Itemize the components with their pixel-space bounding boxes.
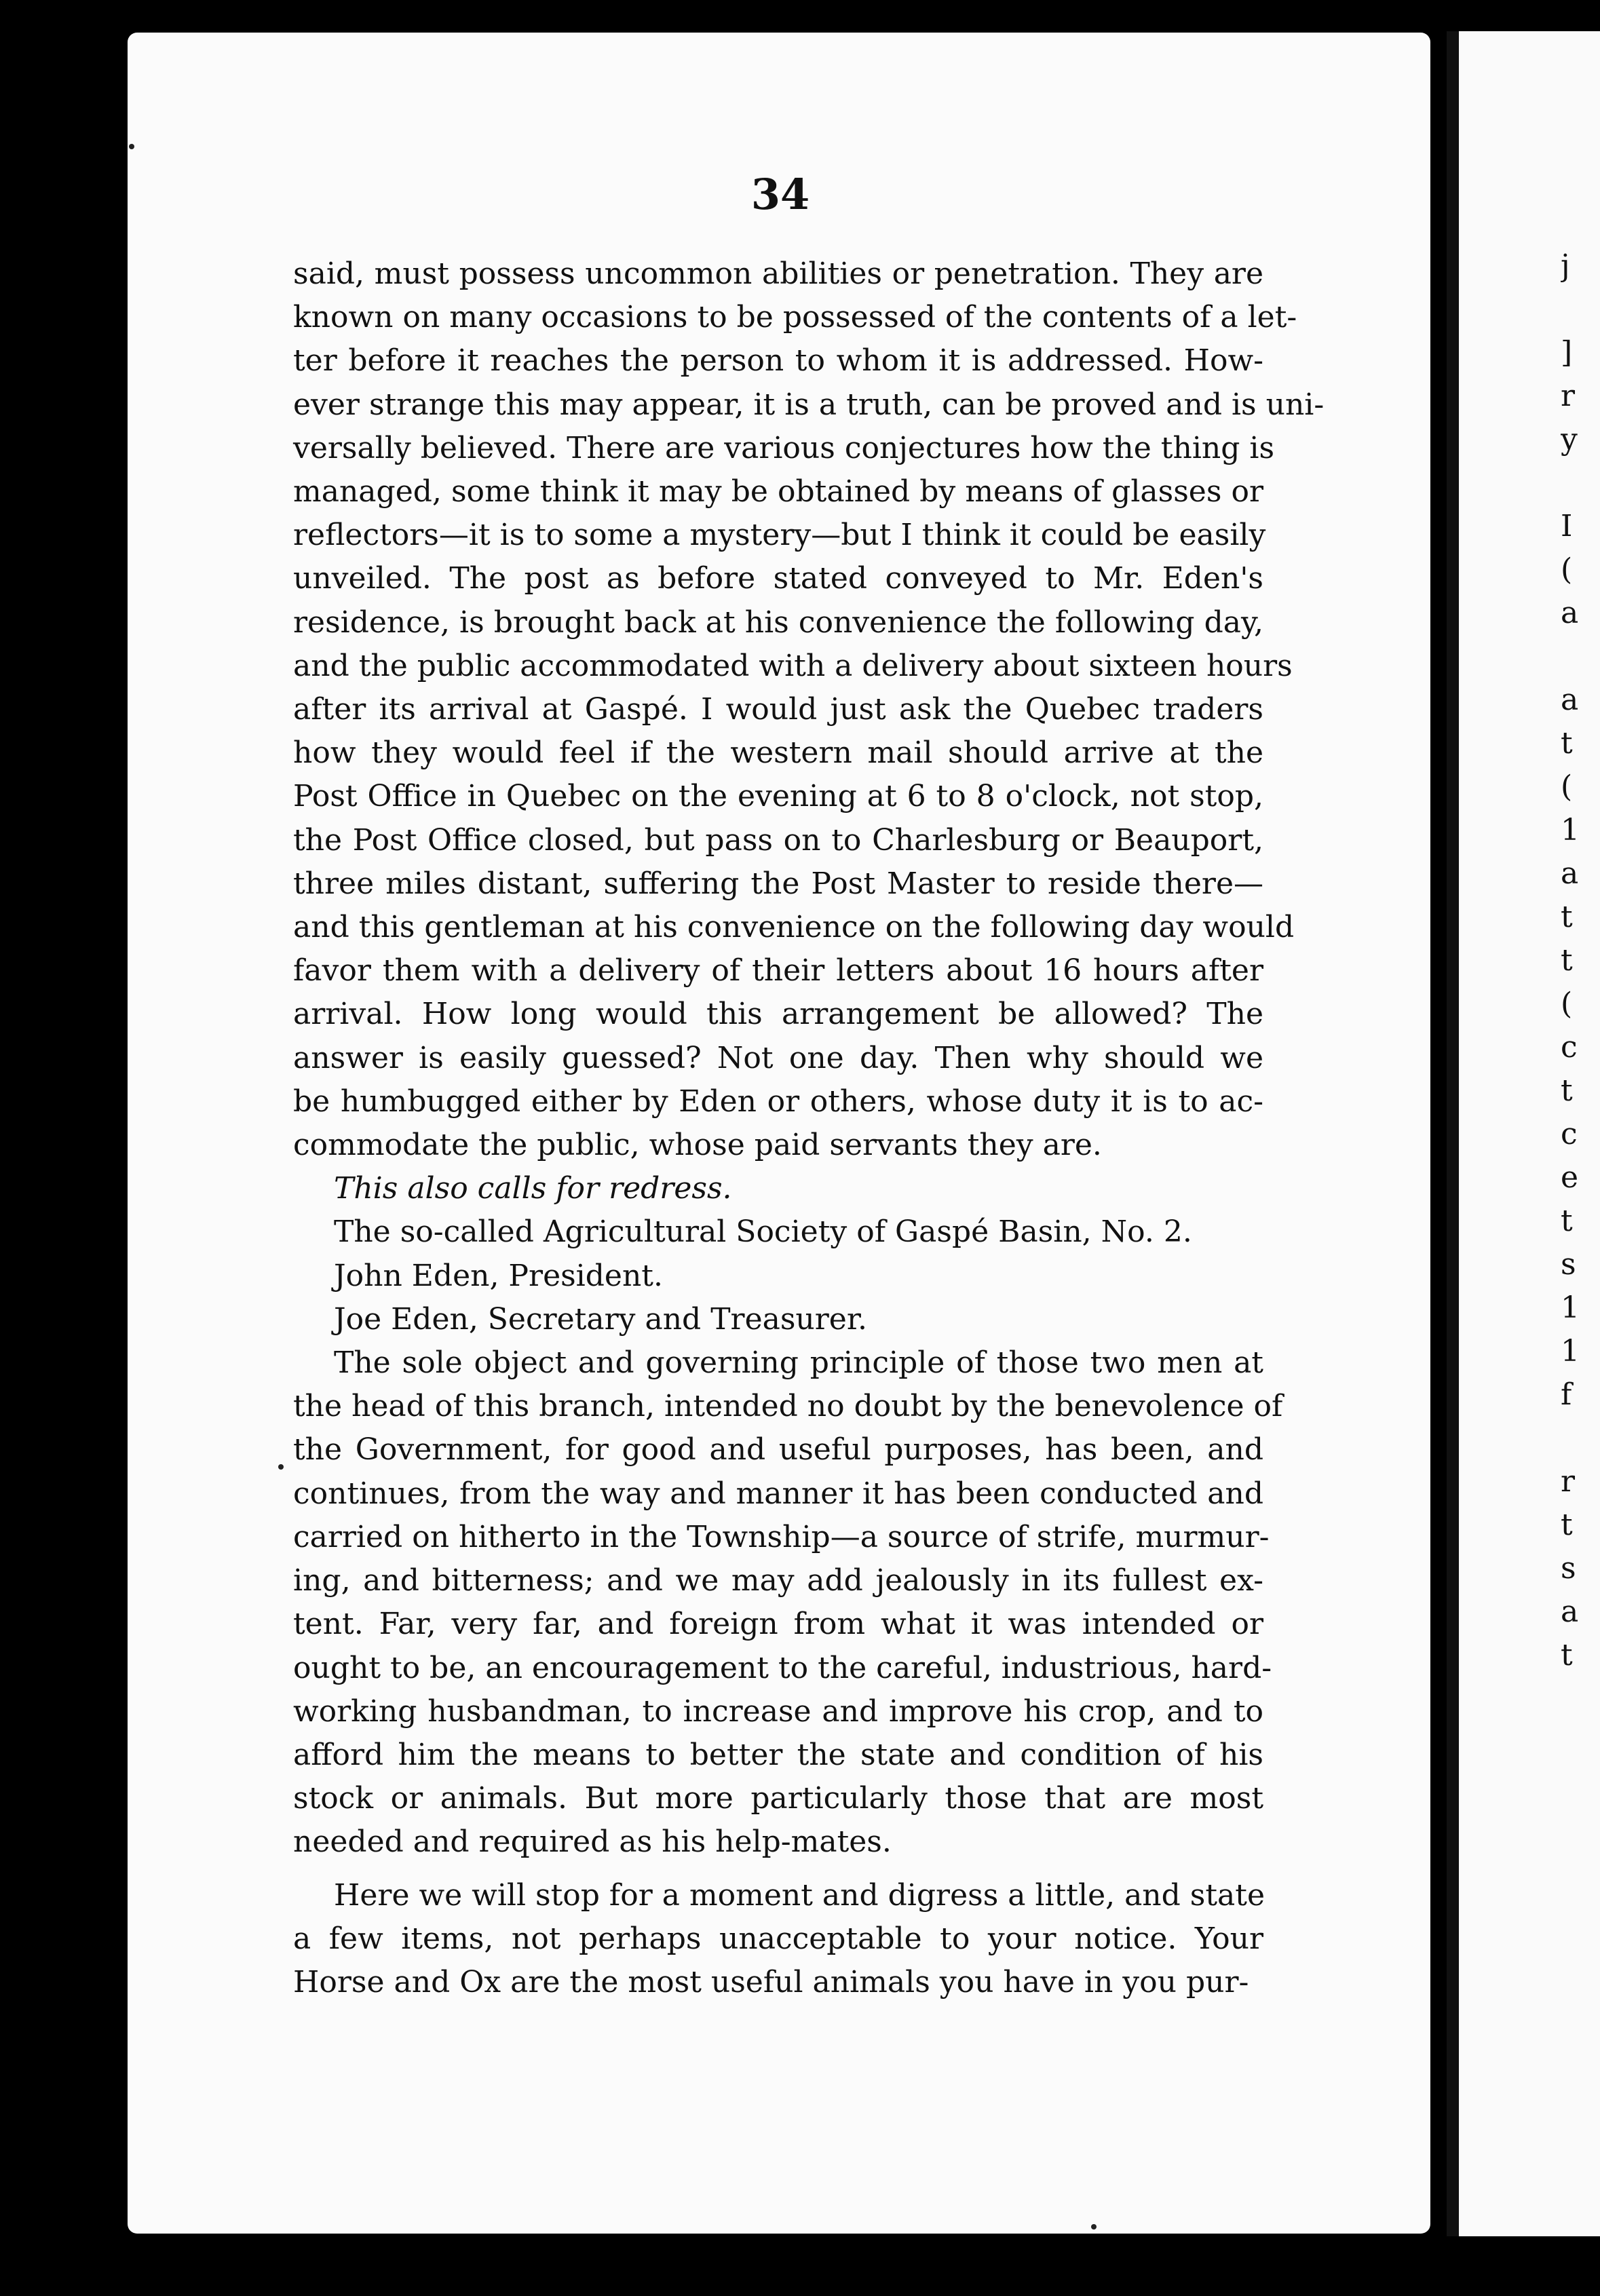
edge-glyph: 1 [1561, 1290, 1580, 1325]
scan-speck [1091, 2224, 1097, 2230]
text-line: needed and required as his help-mates. [293, 1824, 892, 1860]
text-line: afford him the means to better the state and condition of his [293, 1737, 1263, 1772]
text-line: three miles distant, suffering the Post Master to reside there— [293, 866, 1263, 901]
text-line: the Post Office closed, but pass on to Charlesburg or Beauport, [293, 822, 1263, 858]
edge-glyph [1561, 635, 1600, 678]
text-line: Post Office in Quebec on the evening at 6 to 8 o'clock, not stop, [293, 779, 1263, 814]
text-line: ought to be, an encouragement to the careful, industrious, hard- [293, 1650, 1272, 1685]
text-line: known on many occasions to be possessed of the contents of a let- [293, 300, 1297, 335]
text-line: commodate the public, whose paid servants they are. [293, 1128, 1102, 1163]
text-line: managed, some think it may be obtained by means of glasses or [293, 474, 1263, 510]
text-line: said, must possess uncommon abilities or penetration. They are [293, 256, 1263, 291]
edge-glyph: j [1561, 248, 1570, 283]
edge-glyph: t [1561, 1073, 1573, 1108]
edge-glyph: a [1561, 1594, 1579, 1629]
text-line: residence, is brought back at his convenience the following day, [293, 605, 1263, 640]
text-line: ing, and bitterness; and we may add jealously in its fullest ex- [293, 1563, 1263, 1599]
edge-glyph: a [1561, 683, 1579, 717]
text-line: working husbandman, to increase and improve his crop, and to [293, 1694, 1263, 1729]
text-line: after its arrival at Gaspé. I would just ask the Quebec traders [293, 692, 1263, 727]
text-line: the Government, for good and useful purposes, has been, and [293, 1432, 1263, 1468]
edge-glyph: ( [1561, 769, 1573, 804]
text-line: continues, from the way and manner it has been conducted and [293, 1476, 1263, 1511]
edge-glyph: t [1561, 943, 1573, 978]
edge-glyph: r [1561, 379, 1576, 413]
paragraph [293, 1167, 1263, 1210]
scan-speck [278, 1464, 284, 1470]
text-line: and the public accommodated with a delivery about sixteen hours [293, 648, 1293, 683]
text-line: This also calls for redress. [334, 1171, 732, 1206]
text-line: be humbugged either by Eden or others, whose duty it is to ac- [293, 1084, 1263, 1119]
paragraph [293, 1255, 1263, 1298]
edge-glyph: r [1561, 1464, 1576, 1499]
text-line: carried on hitherto in the Township—a source of strife, murmur- [293, 1519, 1270, 1554]
edge-glyph: t [1561, 726, 1573, 761]
edge-glyph [1561, 288, 1600, 331]
edge-glyph: e [1561, 1160, 1579, 1195]
text-line: how they would feel if the western mail should arrive at the [293, 735, 1263, 771]
text-line: ter before it reaches the person to whom it is addressed. How- [293, 343, 1263, 379]
scan-speck [129, 144, 134, 149]
text-line: Horse and Ox are the most useful animals you have in you pur- [293, 1964, 1249, 2000]
text-line: reflectors—it is to some a mystery—but I think it could be easily [293, 518, 1266, 553]
edge-glyph: s [1561, 1551, 1576, 1586]
paragraph [293, 1874, 1263, 2005]
edge-glyph: c [1561, 1030, 1578, 1065]
paragraph [293, 1298, 1263, 1341]
paragraph [293, 252, 1325, 1167]
edge-glyph: 1 [1561, 1334, 1580, 1369]
edge-glyph: 1 [1561, 813, 1580, 847]
text-line: ever strange this may appear, it is a truth, can be proved and is uni- [293, 387, 1325, 422]
text-line: unveiled. The post as before stated conveyed to Mr. Eden's [293, 561, 1263, 596]
edge-glyph: ( [1561, 987, 1573, 1021]
text-line: versally believed. There are various conjectures how the thing is [293, 430, 1275, 465]
edge-glyph: y [1561, 422, 1578, 457]
edge-glyph: t [1561, 1508, 1573, 1542]
paragraph-gap [293, 1864, 1263, 1874]
edge-glyph: s [1561, 1247, 1576, 1282]
edge-glyph: t [1561, 1204, 1573, 1238]
page-text-body [293, 252, 1325, 2004]
edge-glyph: ( [1561, 552, 1573, 587]
text-line: favor them with a delivery of their letters about 16 hours after [293, 953, 1263, 989]
text-line: Here we will stop for a moment and digress a little, and state [334, 1877, 1265, 1913]
text-line: Joe Eden, Secretary and Treasurer. [334, 1301, 868, 1337]
binding-gutter [1447, 31, 1459, 2236]
edge-glyph [1561, 1417, 1600, 1460]
text-line: The so-called Agricultural Society of Gaspé Basin, No. 2. [334, 1214, 1192, 1250]
text-line: stock or animals. But more particularly those that are most [293, 1781, 1263, 1816]
paragraph [293, 1210, 1263, 1254]
text-line: and this gentleman at his convenience on the following day would [293, 910, 1295, 945]
facing-page-glyphs [1561, 244, 1600, 2076]
edge-glyph: t [1561, 900, 1573, 934]
text-line: the head of this branch, intended no doubt by the benevolence of [293, 1389, 1283, 1424]
text-line: arrival. How long would this arrangement be allowed? The [293, 997, 1263, 1032]
text-line: John Eden, President. [334, 1258, 663, 1293]
edge-glyph [1561, 461, 1600, 505]
edge-glyph: f [1561, 1377, 1572, 1412]
edge-glyph: ] [1561, 335, 1573, 370]
edge-glyph: I [1561, 509, 1573, 543]
edge-glyph: a [1561, 596, 1579, 630]
paragraph [293, 1341, 1283, 1864]
edge-glyph: t [1561, 1638, 1573, 1672]
edge-glyph: c [1561, 1117, 1578, 1151]
edge-glyph: a [1561, 856, 1579, 891]
text-line: a few items, not perhaps unacceptable to your notice. Your [293, 1921, 1263, 1956]
text-line: tent. Far, very far, and foreign from what it was intended or [293, 1607, 1263, 1642]
page-number: 34 [750, 170, 810, 219]
text-line: answer is easily guessed? Not one day. Then why should we [293, 1040, 1263, 1075]
text-line: The sole object and governing principle of those two men at [334, 1345, 1263, 1381]
